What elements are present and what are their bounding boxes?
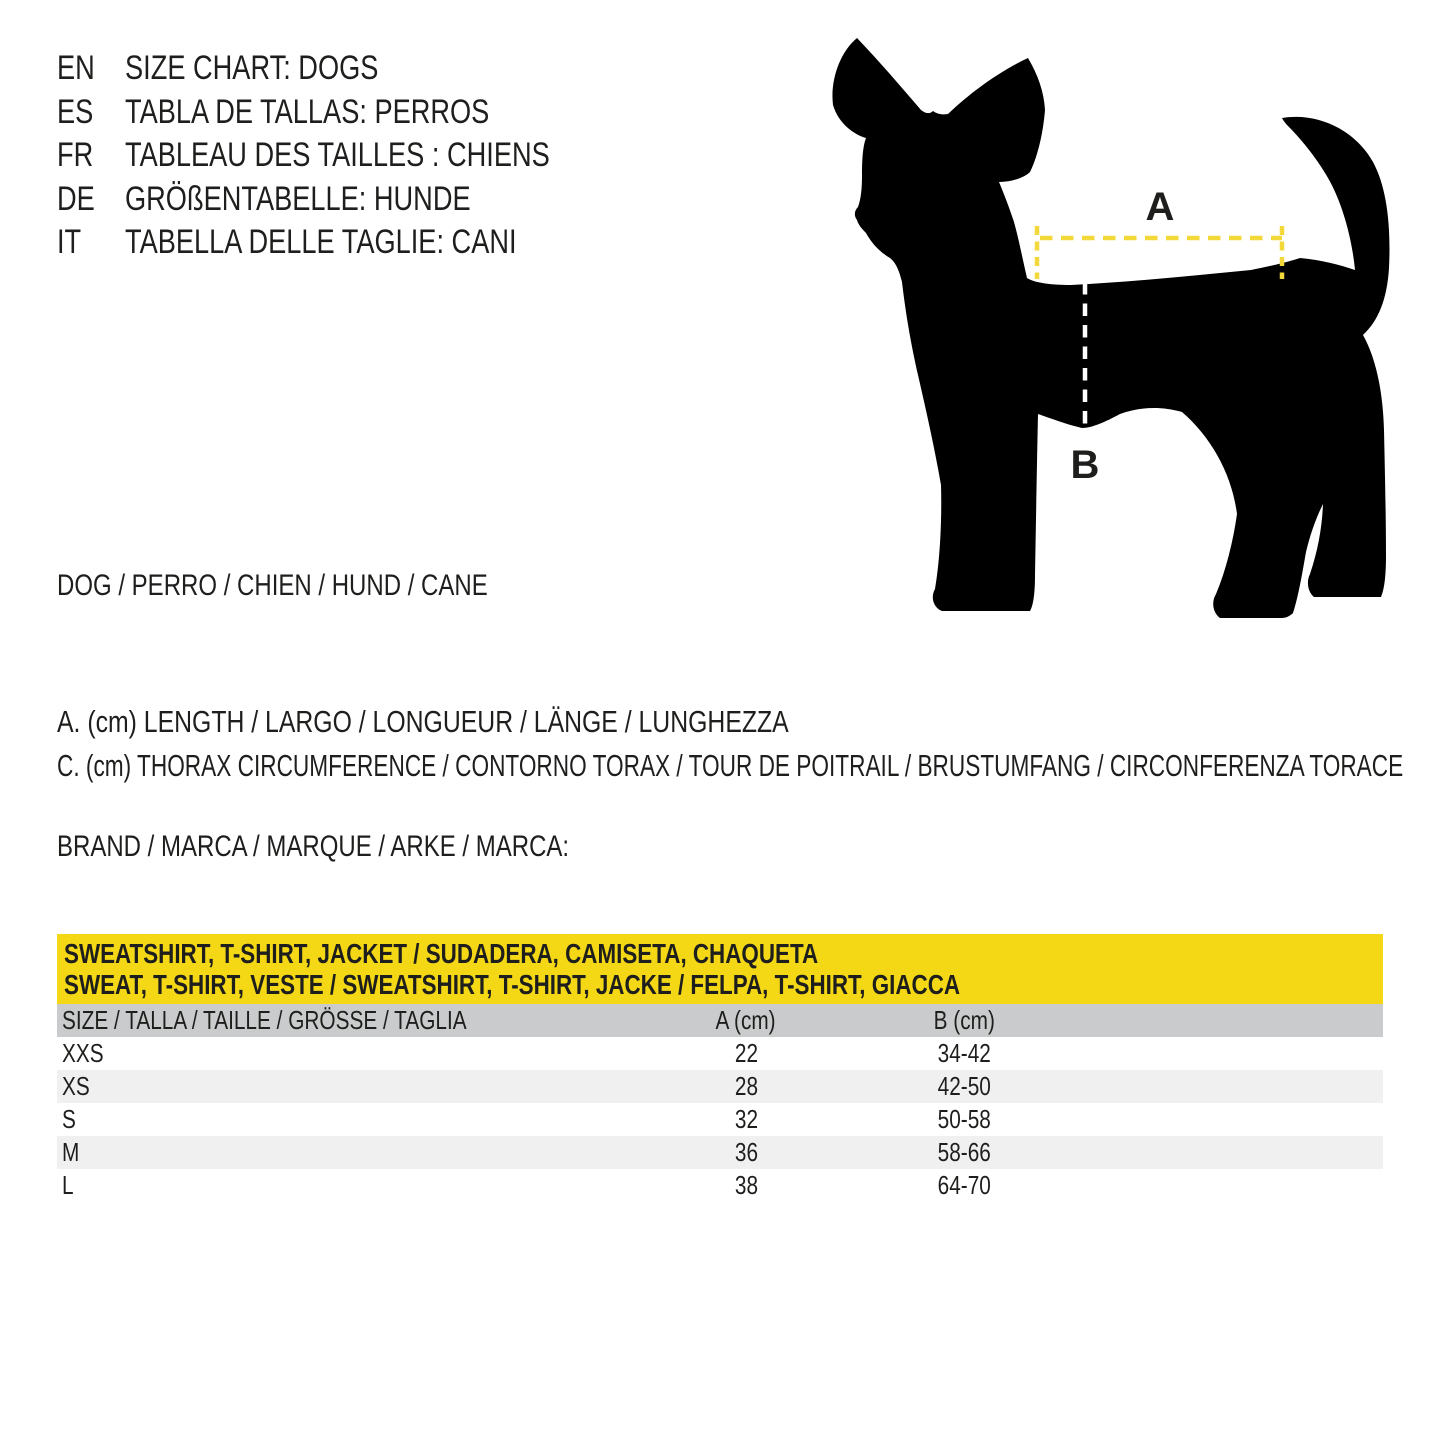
size-table-header-row xyxy=(57,1004,1383,1037)
size-table xyxy=(57,934,1383,1202)
table-row xyxy=(57,1169,1383,1202)
table-row xyxy=(57,1037,1383,1070)
row-size: L xyxy=(62,1170,74,1200)
table-row xyxy=(57,1136,1383,1169)
row-b-value: 64-70 xyxy=(937,1170,991,1200)
lang-label-fr: TABLEAU DES TAILLES : CHIENS xyxy=(125,136,550,174)
size-table-title-band xyxy=(57,934,1383,1004)
row-b-value: 58-66 xyxy=(937,1137,991,1167)
row-b-value: 34-42 xyxy=(937,1038,991,1068)
row-size: XS xyxy=(62,1071,90,1101)
column-header-a: A (cm) xyxy=(715,1005,777,1035)
lang-row-fr xyxy=(57,134,656,178)
row-size: S xyxy=(62,1104,76,1134)
row-a-value: 38 xyxy=(734,1170,758,1200)
lang-row-es xyxy=(57,91,656,135)
lang-row-en xyxy=(57,47,656,91)
measurement-legend xyxy=(57,700,1445,788)
language-title-list xyxy=(57,47,656,265)
size-table-title-line-2: SWEAT, T-SHIRT, VESTE / SWEATSHIRT, T-SHIRT, JACKE / FELPA, T-SHIRT, GIACCA xyxy=(64,969,961,1000)
lang-code-de: DE xyxy=(57,179,95,218)
lang-row-it xyxy=(57,221,656,265)
dog-caption-text: DOG / PERRO / CHIEN / HUND / CANE xyxy=(57,569,488,602)
row-a-value: 22 xyxy=(734,1038,758,1068)
measure-b-label: B xyxy=(1070,443,1100,487)
legend-line-c: C. (cm) THORAX CIRCUMFERENCE / CONTORNO TORAX / TOUR DE POITRAIL / BRUSTUMFANG / CIRCONFERENZA TORACE xyxy=(57,748,1404,783)
column-header-size: SIZE / TALLA / TAILLE / GRÖSSE / TAGLIA xyxy=(62,1005,467,1035)
dog-silhouette xyxy=(832,38,1389,618)
row-a-value: 32 xyxy=(734,1104,758,1134)
measure-a-label: A xyxy=(1145,185,1175,229)
dog-caption xyxy=(57,569,595,603)
lang-code-it: IT xyxy=(57,223,82,261)
lang-label-de: GRÖßENTABELLE: HUNDE xyxy=(125,179,471,218)
brand-line: BRAND / MARCA / MARQUE / ARKE / MARCA: xyxy=(57,830,570,863)
row-b-value: 50-58 xyxy=(937,1104,991,1134)
dog-measurement-figure xyxy=(830,30,1395,620)
legend-line-a: A. (cm) LENGTH / LARGO / LONGUEUR / LÄNGE / LUNGHEZZA xyxy=(57,704,789,739)
table-row xyxy=(57,1103,1383,1136)
size-table-title-line-1: SWEATSHIRT, T-SHIRT, JACKET / SUDADERA, CAMISETA, CHAQUETA xyxy=(64,938,819,969)
lang-row-de xyxy=(57,178,656,222)
lang-code-es: ES xyxy=(57,92,94,131)
lang-label-es: TABLA DE TALLAS: PERROS xyxy=(125,92,490,131)
table-row xyxy=(57,1070,1383,1103)
row-size: M xyxy=(62,1137,80,1167)
row-b-value: 42-50 xyxy=(937,1071,991,1101)
lang-label-it: TABELLA DELLE TAGLIE: CANI xyxy=(125,223,517,261)
row-a-value: 36 xyxy=(734,1137,758,1167)
row-a-value: 28 xyxy=(734,1071,758,1101)
lang-code-en: EN xyxy=(57,49,95,87)
lang-label-en: SIZE CHART: DOGS xyxy=(125,49,379,87)
row-size: XXS xyxy=(62,1038,104,1068)
column-header-b: B (cm) xyxy=(933,1005,995,1035)
lang-code-fr: FR xyxy=(57,136,94,174)
